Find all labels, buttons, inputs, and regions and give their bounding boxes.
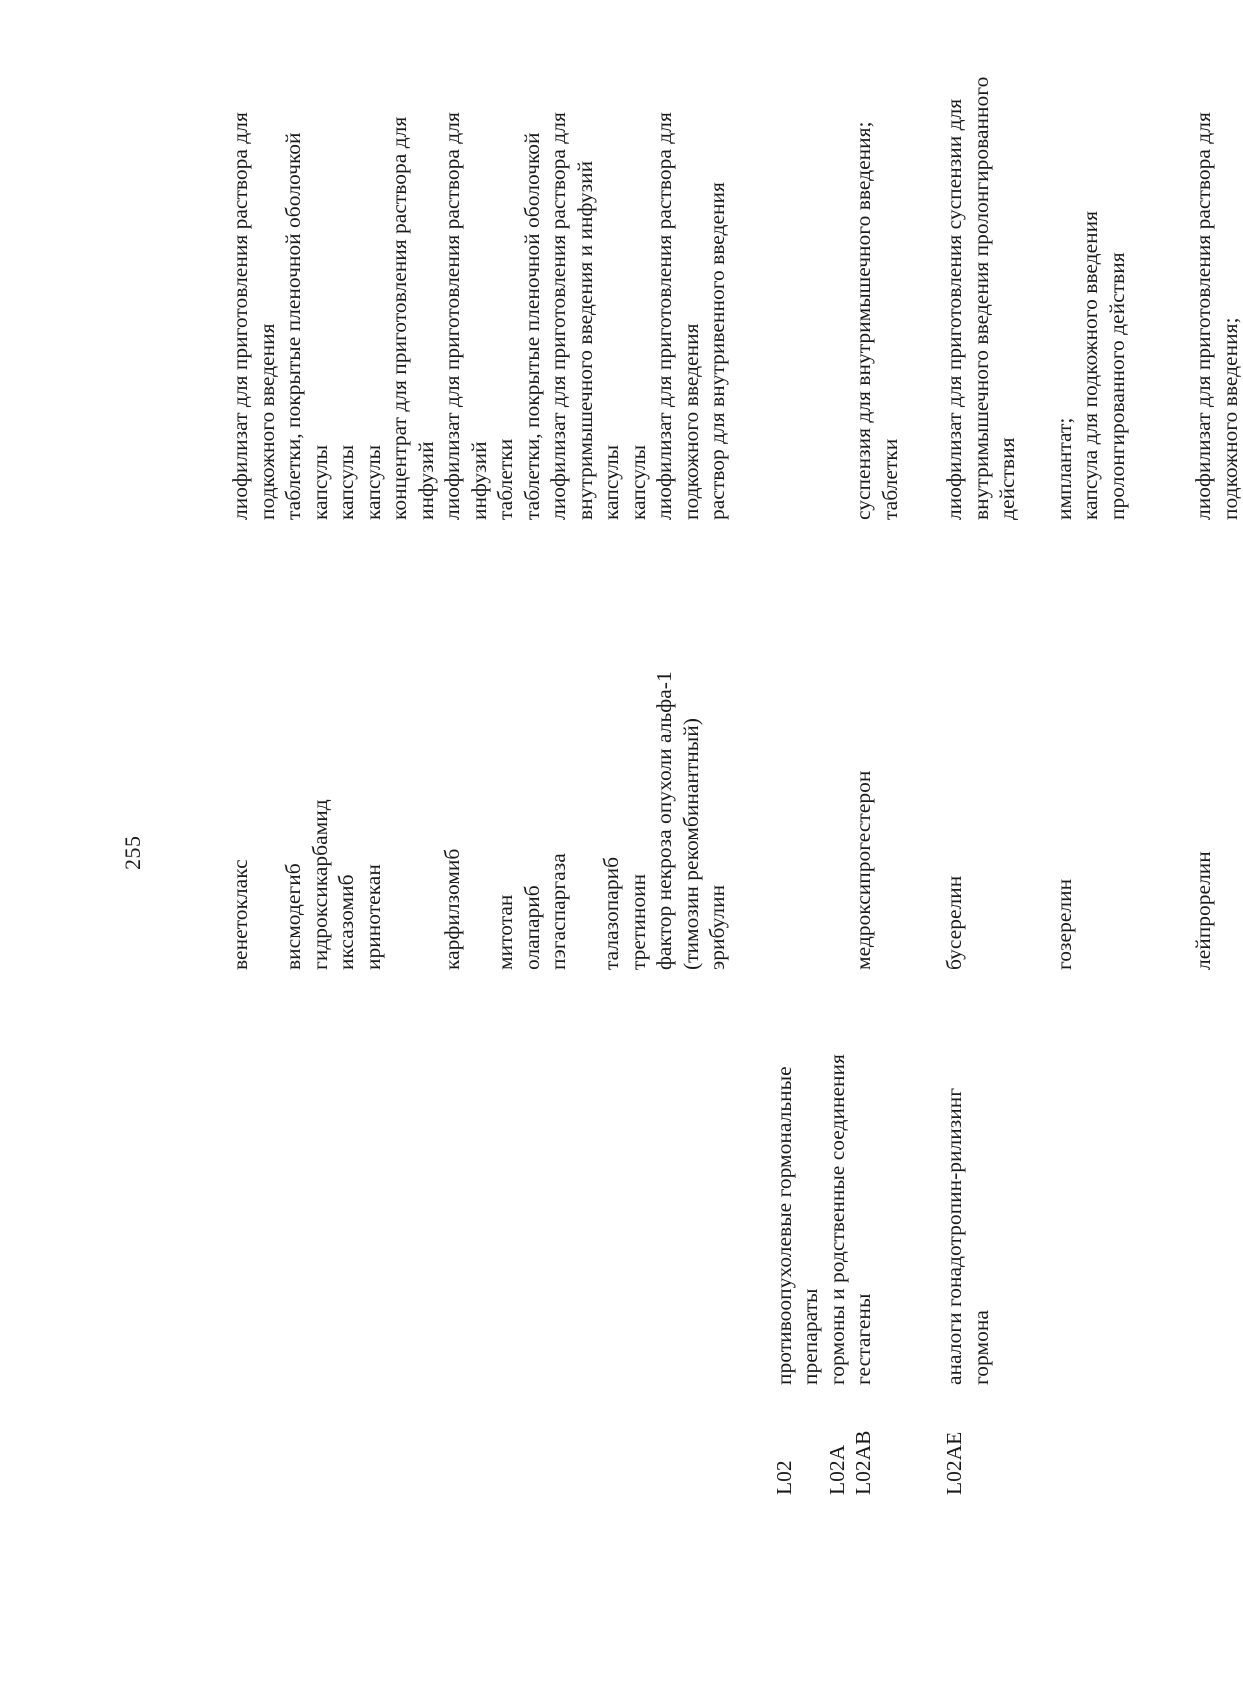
drug-name [307,565,334,970]
dosage-form [333,0,360,520]
drug-name [360,565,387,970]
dosage-form-line: капсулы [599,444,623,520]
dosage-form-line: инфузий [466,441,491,520]
dosage-form [280,0,307,520]
dosage-form-line: таблетки [877,438,902,520]
dosage-form [492,0,519,520]
dosage-form-line: лиофилизат для приготовления раствора для [652,112,676,520]
drug-name [439,565,466,970]
dosage-form-line: подкожного введения; [1217,317,1242,520]
atc-code: L02 [771,1460,796,1495]
dosage-form-line: подкожного введения [254,323,279,520]
group-name [850,1015,877,1385]
drug-name [704,565,731,970]
dosage-form-line: таблетки, покрытые пленочной оболочкой [281,132,305,520]
drug-name [280,565,307,970]
dosage-form-line: раствор для внутривенного введения [705,182,729,520]
dosage-form [360,0,387,520]
atc-code: L02AB [851,1430,875,1495]
dosage-form-line: внутримышечного введения пролонгированного [968,76,993,520]
drug-name-line: фактор некроза опухоли альфа-1 [652,671,676,970]
dosage-form [625,0,652,520]
dosage-form-line: подкожного введения [678,323,703,520]
group-name-line: гормоны и родственные соединения [824,1054,849,1385]
drug-name [333,565,360,970]
group-name [771,1015,824,1385]
dosage-form-line: лиофилизат для приготовления суспензии для [942,98,966,520]
drug-name-line: венетоклакс [228,859,252,970]
dosage-form-line: капсулы [625,444,650,520]
drug-name [545,565,572,970]
group-name-line: аналоги гонадотропин-рилизинг [942,1087,966,1385]
group-name-line: гормона [968,1310,993,1385]
drug-name-line: бусерелин [942,875,966,970]
drug-name-line: митотан [493,894,517,970]
dosage-form-line: действия [995,437,1019,520]
dosage-form [227,0,280,520]
drug-name-line: лейпрорелин [1191,851,1215,970]
dosage-form [386,0,439,520]
dosage-form-line: таблетки, покрытые пленочной оболочкой [519,132,544,520]
drug-name-line: эрибулин [705,884,729,970]
dosage-form-line: лиофилизат для приготовления раствора для [1191,112,1215,520]
dosage-form [704,0,731,520]
drug-name [227,565,254,970]
dosage-form-line: капсула для подкожного введения [1078,210,1102,520]
dosage-form-line: внутримышечного введения и инфузий [572,160,597,520]
dosage-form [439,0,492,520]
atc-code: L02AE [942,1431,966,1495]
dosage-form [941,0,1021,520]
drug-name-line: иринотекан [360,864,385,970]
dosage-form [1051,0,1131,520]
drug-name-line: талазопариб [599,856,623,970]
drug-name [651,565,704,970]
group-name [941,1015,994,1385]
drug-name-line: гидроксикарбамид [307,799,332,970]
drug-name-line: (тимозин рекомбинантный) [678,718,703,970]
drug-name-line: олапариб [519,885,544,970]
page-number: 255 [120,835,145,870]
drug-name [850,565,877,970]
drug-name [1190,565,1217,970]
drug-name-line: карфилзомиб [440,848,464,970]
drug-name [941,565,968,970]
group-name-line: противоопухолевые гормональные [771,1066,796,1385]
dosage-form [850,0,903,520]
dosage-form-line: имплантат; [1051,417,1076,520]
drug-name [625,565,652,970]
dosage-form-line: таблетки [493,438,517,520]
drug-name-line: висмодегиб [281,863,305,970]
dosage-form [598,0,625,520]
dosage-form-line: лиофилизат для приготовления раствора для [440,112,464,520]
drug-name [492,565,519,970]
dosage-form-line: лиофилизат для приготовления раствора для [546,112,570,520]
dosage-form-line: капсулы [334,444,358,520]
drug-name-line: третиноин [625,873,650,970]
drug-name-line: гозерелин [1051,878,1076,970]
dosage-form [651,0,704,520]
dosage-form [519,0,546,520]
dosage-form [545,0,598,520]
dosage-form [307,0,334,520]
drug-name-line: пэгаспаргаза [546,853,570,970]
drug-name [598,565,625,970]
dosage-form-line: суспензия для внутримышечного введения; [851,121,875,520]
group-name [824,1015,851,1385]
dosage-form [1190,0,1243,520]
dosage-form-line: инфузий [413,441,438,520]
drug-name [1051,565,1078,970]
dosage-form-line: лиофилизат для приготовления раствора для [228,112,252,520]
group-name-line: препараты [798,1288,822,1385]
dosage-form-line: концентрат для приготовления раствора для [387,116,411,520]
drug-name-line: медроксипрогестерон [851,770,875,970]
drug-name-line: иксазомиб [334,874,358,970]
drug-name [519,565,546,970]
dosage-form-line: пролонгированного действия [1104,252,1129,520]
dosage-form-line: капсулы [360,444,385,520]
dosage-form-line: капсулы [307,444,332,520]
atc-code: L02A [824,1444,849,1495]
group-name-line: гестагены [851,1293,875,1385]
